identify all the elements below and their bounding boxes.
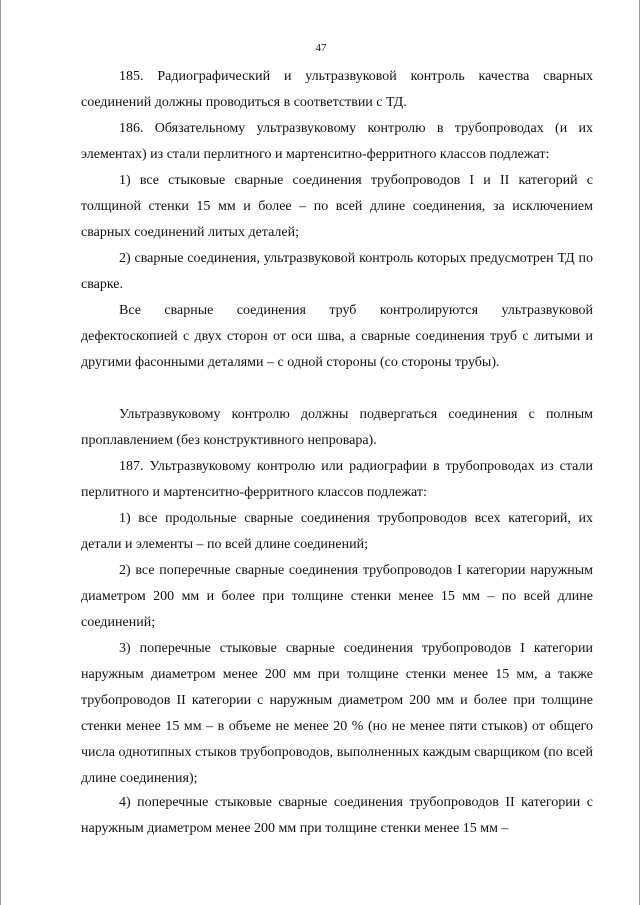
paragraph-187-item-3: 3) поперечные стыковые сварные соединения трубопроводов I категории наружным диаметром менее 200 мм при толщине стенки менее 15 мм, а также трубопроводов II категории с наружным диаметром 200 мм и более при толщине стенки менее 15 мм – в объеме не менее 20 % (но не менее пяти стыков) от общего числа однотипных стыков трубопроводов, выполненных каждым сварщиком (по всей длине соединения);	[81, 641, 593, 786]
paragraph-186-note-2: Ультразвуковому контролю должны подвергаться соединения с полным проплавлением (без конструктивного непровара).	[81, 407, 593, 448]
paragraph-186-item-2: 2) сварные соединения, ультразвуковой контроль которых предусмотрен ТД по сварке.	[81, 251, 593, 292]
page-number: 47	[315, 42, 327, 54]
paragraph-187: 187. Ультразвуковому контролю или радиографии в трубопроводах из стали перлитного и мартенситно-ферритного классов подлежат:	[81, 459, 593, 500]
paragraph-185: 185. Радиографический и ультразвуковой контроль качества сварных соединений должны проводиться в соответствии с ТД.	[81, 69, 593, 110]
paragraph-187-item-1: 1) все продольные сварные соединения трубопроводов всех категорий, их детали и элементы – по всей длине соединений;	[81, 511, 593, 552]
paragraph-186-item-1: 1) все стыковые сварные соединения трубопроводов I и II категорий с толщиной стенки 15 мм и более – по всей длине соединения, за исключением сварных соединений литых деталей;	[81, 173, 593, 240]
paragraph-187-item-2: 2) все поперечные сварные соединения трубопроводов I категории наружным диаметром 200 мм и более при толщине стенки менее 15 мм – по всей длине соединений;	[81, 563, 593, 630]
paragraph-186-note-1: Все сварные соединения труб контролируются ультразвуковой дефектоскопией с двух сторон от оси шва, а сварные соединения труб с литыми и другими фасонными деталями – с одной стороны (со стороны трубы).	[81, 303, 593, 370]
paragraph-186: 186. Обязательному ультразвуковому контролю в трубопроводах (и их элементах) из стали перлитного и мартенситно-ферритного классов подлежат:	[81, 121, 593, 162]
paragraph-187-item-4: 4) поперечные стыковые сварные соединения трубопроводов II категории с наружным диаметром менее 200 мм при толщине стенки менее 15 мм –	[81, 795, 593, 836]
